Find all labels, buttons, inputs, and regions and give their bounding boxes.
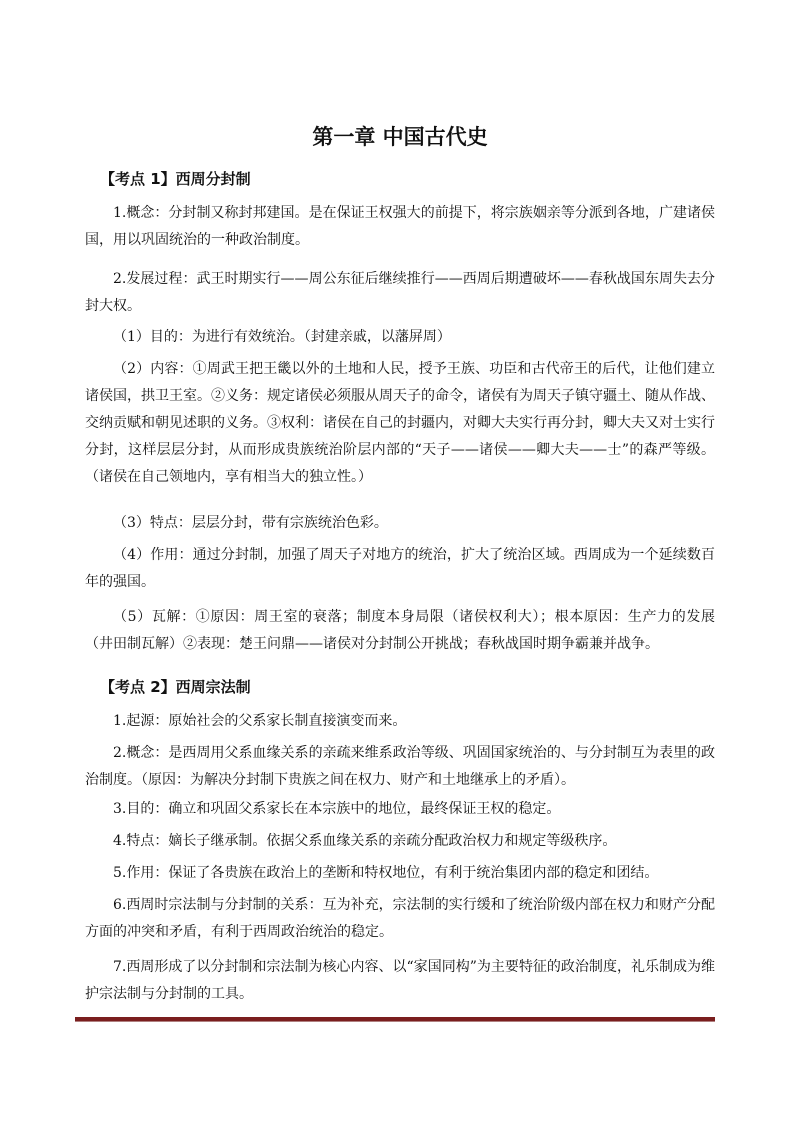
s2-paragraph-relation: 6.西周时宗法制与分封制的关系：互为补充，宗法制的实行缓和了统治阶级内部在权力和财产分配方面的冲突和矛盾，有利于西周政治统治的稳定。 [85,897,715,940]
section-1-heading: 【考点 1】西周分封制 [100,170,251,188]
s1-paragraph-features: （3）特点：层层分封，带有宗族统治色彩。 [113,515,388,531]
footer-divider [75,1017,715,1022]
s1-paragraph-development: 2.发展过程：武王时期实行——周公东征后继续推行——西周后期遭破坏——春秋战国东周失去分封大权。 [85,271,715,314]
s2-paragraph-purpose: 3.目的：确立和巩固父系家长在本宗族中的地位，最终保证王权的稳定。 [113,801,561,817]
s2-paragraph-origin: 1.起源：原始社会的父系家长制直接演变而来。 [113,713,407,729]
s2-paragraph-features: 4.特点：嫡长子继承制。依据父系血缘关系的亲疏分配政治权力和规定等级秩序。 [113,833,617,849]
s1-paragraph-effect: （4）作用：通过分封制，加强了周天子对地方的统治，扩大了统治区域。西周成为一个延续数百年的强国。 [85,547,715,590]
s2-paragraph-concept: 2.概念：是西周用父系血缘关系的亲疏来维系政治等级、巩固国家统治的、与分封制互为表里的政治制度。（原因：为解决分封制下贵族之间在权力、财产和土地继承上的矛盾）。 [85,745,715,788]
chapter-title: 第一章 中国古代史 [312,125,488,149]
s1-paragraph-collapse: （5）瓦解：①原因：周王室的衰落；制度本身局限（诸侯权利大）；根本原因：生产力的发展（井田制瓦解）②表现：楚王问鼎——诸侯对分封制公开挑战；春秋战国时期争霸兼并战争。 [85,609,715,652]
s1-paragraph-concept: 1.概念：分封制又称封邦建国。是在保证王权强大的前提下，将宗族姻亲等分派到各地，广建诸侯国，用以巩固统治的一种政治制度。 [85,205,715,248]
s1-paragraph-purpose: （1）目的：为进行有效统治。（封建亲戚，以藩屏周） [113,329,451,345]
s2-paragraph-system: 7.西周形成了以分封制和宗法制为核心内容、以“家国同构”为主要特征的政治制度，礼乐制成为维护宗法制与分封制的工具。 [85,959,715,1002]
s1-paragraph-content: （2）内容：①周武王把王畿以外的土地和人民，授予王族、功臣和古代帝王的后代，让他们建立诸侯国，拱卫王室。②义务：规定诸侯必须服从周天子的命令，诸侯有为周天子镇守疆土、随从作战、交纳贡赋和朝见述职的义务。③权利：诸侯在自己的封疆内，对卿大夫实行再分封，卿大夫又对士实行分封，这样层层分封，从而形成贵族统治阶层内部的“天子——诸侯——卿大夫——士”的森严等级。（诸侯在自己领地内，享有相当大的独立性。） [85,361,715,485]
s2-paragraph-effect: 5.作用：保证了各贵族在政治上的垄断和特权地位，有利于统治集团内部的稳定和团结。 [113,865,659,881]
section-2-heading: 【考点 2】西周宗法制 [100,678,251,696]
